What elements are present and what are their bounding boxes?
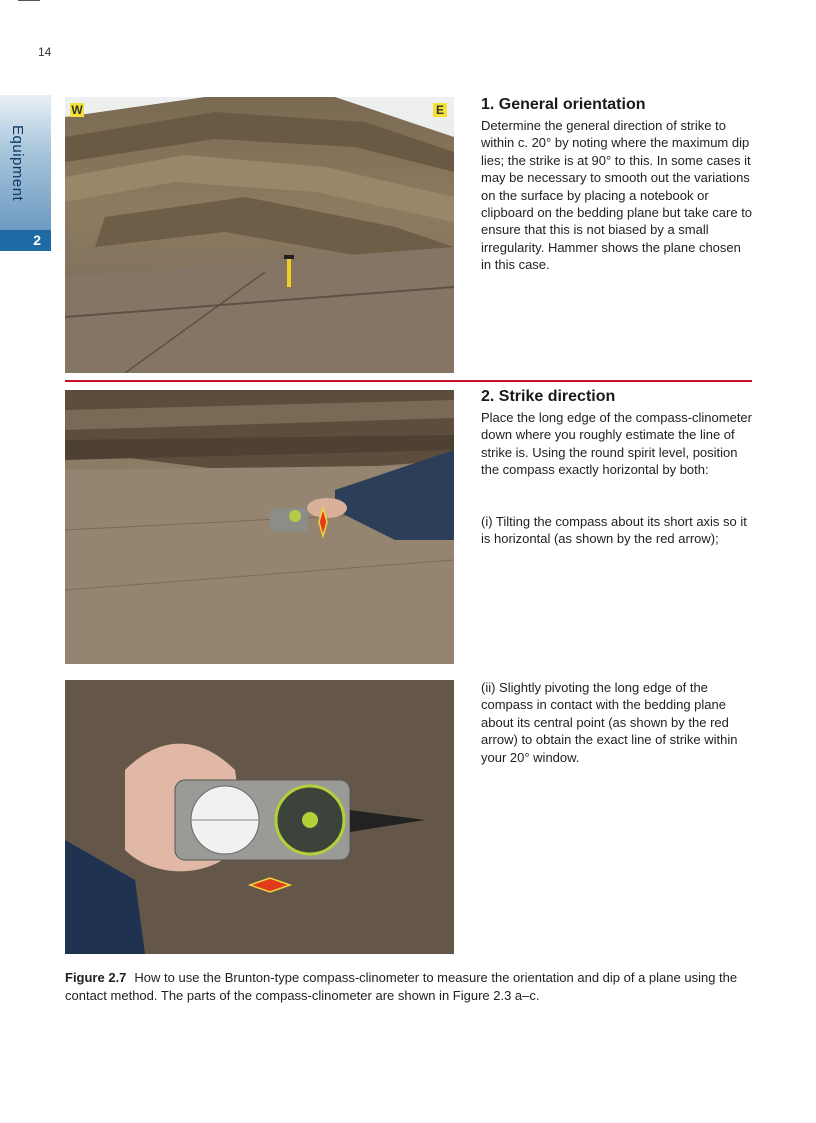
section-divider	[65, 380, 752, 382]
tilting-step-text: (i) Tilting the compass about its short axis so it is horizontal (as shown by the red arrow);	[481, 514, 747, 547]
compass-tilt-image	[65, 390, 454, 664]
strike-direction-text: Place the long edge of the compass-clinometer down where you roughly estimate the line of strike is. Using the round spirit level, position the compass exactly horizontal by both:	[481, 410, 752, 478]
section-heading-general-orientation: 1. General orientation	[481, 96, 646, 113]
outcrop-image	[65, 97, 454, 373]
chapter-side-tab	[0, 95, 51, 251]
figure-caption	[65, 969, 755, 1005]
pivoting-step-text: (ii) Slightly pivoting the long edge of the compass in contact with the bedding plane about its central point (as shown by the red arrow) to obtain the exact line of strike within your 20° window.	[481, 680, 738, 765]
chapter-number: 2	[0, 230, 51, 251]
east-label: E	[433, 103, 447, 117]
photo-general-orientation	[65, 97, 454, 373]
figure-label: Figure 2.7	[65, 970, 127, 985]
figure-caption-text: How to use the Brunton-type compass-clinometer to measure the orientation and dip of a plane using the contact method. The parts of the compass-clinometer are shown in Figure 2.3 a–c.	[65, 970, 738, 1003]
photo-strike-direction-tilt	[65, 390, 454, 664]
top-rule	[18, 0, 40, 1]
section-heading-strike-direction: 2. Strike direction	[481, 388, 616, 405]
page-number: 14	[38, 45, 52, 59]
hammer-icon	[287, 257, 291, 287]
compass-icon	[270, 508, 308, 532]
side-tab-label: Equipment	[9, 125, 26, 202]
side-tab-gradient	[0, 95, 51, 230]
compass-pivot-image	[65, 680, 454, 954]
general-orientation-text: Determine the general direction of strike to within c. 20° by noting where the maximum dip lies; the strike is at 90° to this. In some cases it may be necessary to smooth out the variations on the surface by placing a notebook or clipboard on the bedding plane but take care to ensure that this is not biased by a small irregularity. Hammer shows the plane chosen in this case.	[481, 118, 753, 273]
west-label: W	[71, 103, 83, 117]
photo-strike-direction-pivot	[65, 680, 454, 954]
